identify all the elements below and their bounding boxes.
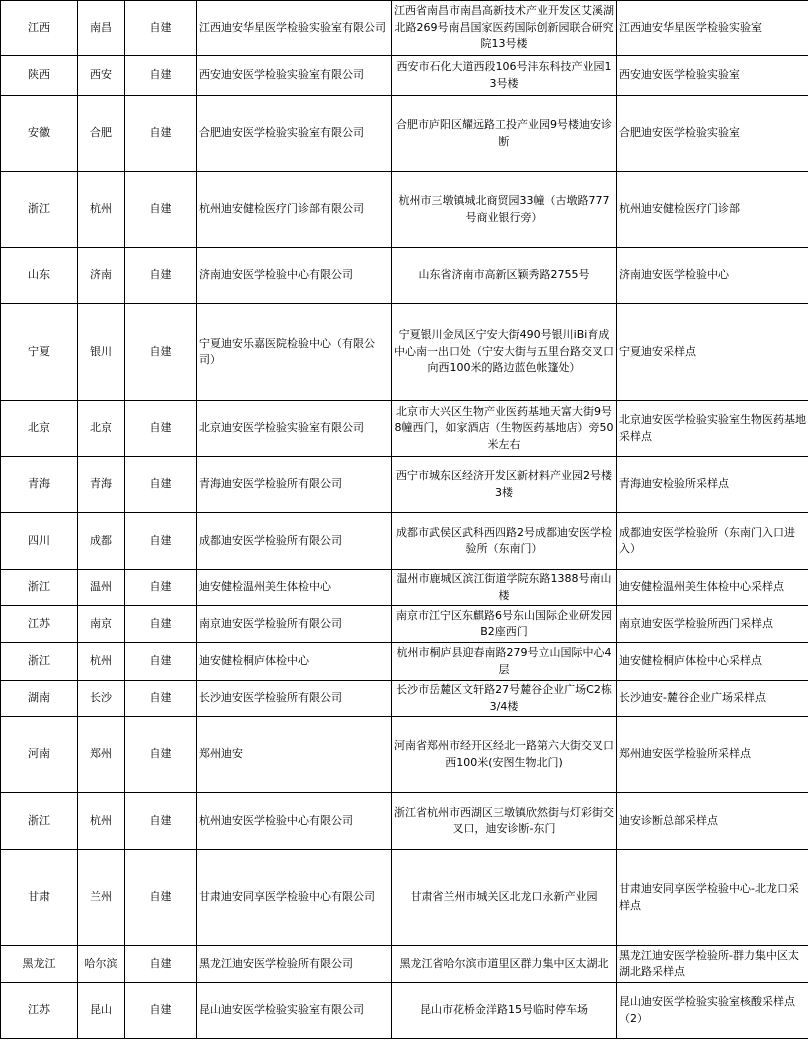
table-row — [1, 606, 808, 643]
city-cell: 成都 — [78, 513, 125, 570]
type-cell: 自建 — [125, 304, 197, 401]
province-cell: 四川 — [1, 513, 78, 570]
company-cell: 黑龙江迪安医学检验所有限公司 — [197, 946, 392, 983]
site-cell: 长沙迪安-麓谷企业广场采样点 — [617, 681, 808, 717]
company-cell: 昆山迪安医学检验实验室有限公司 — [197, 983, 392, 1039]
city-cell: 温州 — [78, 570, 125, 606]
type-cell: 自建 — [125, 513, 197, 570]
type-cell: 自建 — [125, 248, 197, 304]
province-cell: 浙江 — [1, 570, 78, 606]
site-cell: 江西迪安华星医学检验实验室 — [617, 1, 808, 56]
address-cell: 杭州市三墩镇城北商贸园33幢（古墩路777号商业银行旁） — [392, 172, 617, 248]
address-cell: 黑龙江省哈尔滨市道里区群力集中区太湖北 — [392, 946, 617, 983]
province-cell: 河南 — [1, 717, 78, 793]
company-cell: 宁夏迪安乐嘉医院检验中心（有限公司） — [197, 304, 392, 401]
city-cell: 南京 — [78, 606, 125, 643]
type-cell: 自建 — [125, 96, 197, 172]
province-cell: 浙江 — [1, 793, 78, 850]
province-cell: 江西 — [1, 1, 78, 56]
address-cell: 合肥市庐阳区耀远路工投产业园9号楼迪安诊断 — [392, 96, 617, 172]
table-row — [1, 401, 808, 457]
city-cell: 济南 — [78, 248, 125, 304]
site-cell: 甘肃迪安同享医学检验中心-北龙口采样点 — [617, 850, 808, 946]
site-cell: 青海迪安检验所采样点 — [617, 457, 808, 513]
table-row — [1, 717, 808, 793]
address-cell: 成都市武侯区武科西四路2号成都迪安医学检验所（东南门） — [392, 513, 617, 570]
site-cell: 成都迪安医学检验所（东南门入口进入） — [617, 513, 808, 570]
table-row — [1, 457, 808, 513]
company-cell: 迪安健检温州美生体检中心 — [197, 570, 392, 606]
province-cell: 安徽 — [1, 96, 78, 172]
city-cell: 杭州 — [78, 793, 125, 850]
province-cell: 宁夏 — [1, 304, 78, 401]
site-cell: 郑州迪安医学检验所采样点 — [617, 717, 808, 793]
type-cell: 自建 — [125, 793, 197, 850]
site-cell: 杭州迪安健检医疗门诊部 — [617, 172, 808, 248]
province-cell: 浙江 — [1, 172, 78, 248]
site-cell: 昆山迪安医学检验实验室核酸采样点（2） — [617, 983, 808, 1039]
type-cell: 自建 — [125, 457, 197, 513]
company-cell: 南京迪安医学检验所有限公司 — [197, 606, 392, 643]
table-row — [1, 513, 808, 570]
site-cell: 迪安诊断总部采样点 — [617, 793, 808, 850]
address-cell: 宁夏银川金凤区宁安大街490号银川iBi育成中心南一出口处（宁安大街与五里台路交叉口向西100米的路边蓝色帐篷处） — [392, 304, 617, 401]
province-cell: 浙江 — [1, 643, 78, 681]
company-cell: 甘肃迪安同享医学检验中心有限公司 — [197, 850, 392, 946]
company-cell: 青海迪安医学检验所有限公司 — [197, 457, 392, 513]
company-cell: 杭州迪安医学检验中心有限公司 — [197, 793, 392, 850]
table-row — [1, 570, 808, 606]
address-cell: 山东省济南市高新区颖秀路2755号 — [392, 248, 617, 304]
company-cell: 江西迪安华星医学检验实验室有限公司 — [197, 1, 392, 56]
city-cell: 哈尔滨 — [78, 946, 125, 983]
type-cell: 自建 — [125, 570, 197, 606]
site-cell: 南京迪安医学检验所西门采样点 — [617, 606, 808, 643]
address-cell: 昆山市花桥金洋路15号临时停车场 — [392, 983, 617, 1039]
address-cell: 河南省郑州市经开区经北一路第六大街交叉口西100米(安图生物北门) — [392, 717, 617, 793]
type-cell: 自建 — [125, 717, 197, 793]
type-cell: 自建 — [125, 401, 197, 457]
type-cell: 自建 — [125, 946, 197, 983]
table-row — [1, 946, 808, 983]
address-cell: 西安市石化大道西段106号沣东科技产业园13号楼 — [392, 56, 617, 96]
province-cell: 北京 — [1, 401, 78, 457]
address-cell: 南京市江宁区东麒路6号东山国际企业研发园B2座西门 — [392, 606, 617, 643]
city-cell: 杭州 — [78, 172, 125, 248]
site-cell: 西安迪安医学检验实验室 — [617, 56, 808, 96]
company-cell: 长沙迪安医学检验所有限公司 — [197, 681, 392, 717]
address-cell: 甘肃省兰州市城关区北龙口永新产业园 — [392, 850, 617, 946]
company-cell: 济南迪安医学检验中心有限公司 — [197, 248, 392, 304]
type-cell: 自建 — [125, 172, 197, 248]
address-cell: 温州市鹿城区滨江街道学院东路1388号南山楼 — [392, 570, 617, 606]
company-cell: 杭州迪安健检医疗门诊部有限公司 — [197, 172, 392, 248]
company-cell: 西安迪安医学检验实验室有限公司 — [197, 56, 392, 96]
table-row — [1, 681, 808, 717]
province-cell: 甘肃 — [1, 850, 78, 946]
table-row — [1, 850, 808, 946]
company-cell: 成都迪安医学检验所有限公司 — [197, 513, 392, 570]
type-cell: 自建 — [125, 1, 197, 56]
site-cell: 迪安健检桐庐体检中心采样点 — [617, 643, 808, 681]
table-row — [1, 172, 808, 248]
city-cell: 合肥 — [78, 96, 125, 172]
type-cell: 自建 — [125, 56, 197, 96]
table-row — [1, 248, 808, 304]
province-cell: 青海 — [1, 457, 78, 513]
type-cell: 自建 — [125, 850, 197, 946]
table-row — [1, 56, 808, 96]
city-cell: 郑州 — [78, 717, 125, 793]
address-cell: 浙江省杭州市西湖区三墩镇欣然街与灯彩街交叉口，迪安诊断-东门 — [392, 793, 617, 850]
province-cell: 山东 — [1, 248, 78, 304]
province-cell: 陕西 — [1, 56, 78, 96]
site-cell: 黑龙江迪安医学检验所-群力集中区太湖北路采样点 — [617, 946, 808, 983]
city-cell: 昆山 — [78, 983, 125, 1039]
province-cell: 江苏 — [1, 983, 78, 1039]
company-cell: 北京迪安医学检验实验室有限公司 — [197, 401, 392, 457]
address-cell: 杭州市桐庐县迎春南路279号立山国际中心4层 — [392, 643, 617, 681]
type-cell: 自建 — [125, 983, 197, 1039]
company-cell: 迪安健检桐庐体检中心 — [197, 643, 392, 681]
table-row — [1, 983, 808, 1039]
table-row — [1, 1, 808, 56]
city-cell: 长沙 — [78, 681, 125, 717]
table-row — [1, 643, 808, 681]
city-cell: 北京 — [78, 401, 125, 457]
type-cell: 自建 — [125, 643, 197, 681]
company-cell: 郑州迪安 — [197, 717, 392, 793]
city-cell: 南昌 — [78, 1, 125, 56]
address-cell: 北京市大兴区生物产业医药基地天富大街9号8幢西门，如家酒店（生物医药基地店）旁50米左右 — [392, 401, 617, 457]
city-cell: 青海 — [78, 457, 125, 513]
province-cell: 湖南 — [1, 681, 78, 717]
province-cell: 江苏 — [1, 606, 78, 643]
site-cell: 北京迪安医学检验实验室生物医药基地采样点 — [617, 401, 808, 457]
city-cell: 杭州 — [78, 643, 125, 681]
table-row — [1, 793, 808, 850]
table-row — [1, 96, 808, 172]
site-cell: 合肥迪安医学检验实验室 — [617, 96, 808, 172]
city-cell: 兰州 — [78, 850, 125, 946]
type-cell: 自建 — [125, 606, 197, 643]
address-cell: 西宁市城东区经济开发区新材料产业园2号楼3楼 — [392, 457, 617, 513]
address-cell: 江西省南昌市南昌高新技术产业开发区艾溪湖北路269号南昌国家医药国际创新园联合研究院13号楼 — [392, 1, 617, 56]
type-cell: 自建 — [125, 681, 197, 717]
province-cell: 黑龙江 — [1, 946, 78, 983]
site-cell: 迪安健检温州美生体检中心采样点 — [617, 570, 808, 606]
company-cell: 合肥迪安医学检验实验室有限公司 — [197, 96, 392, 172]
table-row — [1, 304, 808, 401]
city-cell: 西安 — [78, 56, 125, 96]
address-cell: 长沙市岳麓区文轩路27号麓谷企业广场C2栋3/4楼 — [392, 681, 617, 717]
site-cell: 济南迪安医学检验中心 — [617, 248, 808, 304]
site-cell: 宁夏迪安采样点 — [617, 304, 808, 401]
city-cell: 银川 — [78, 304, 125, 401]
